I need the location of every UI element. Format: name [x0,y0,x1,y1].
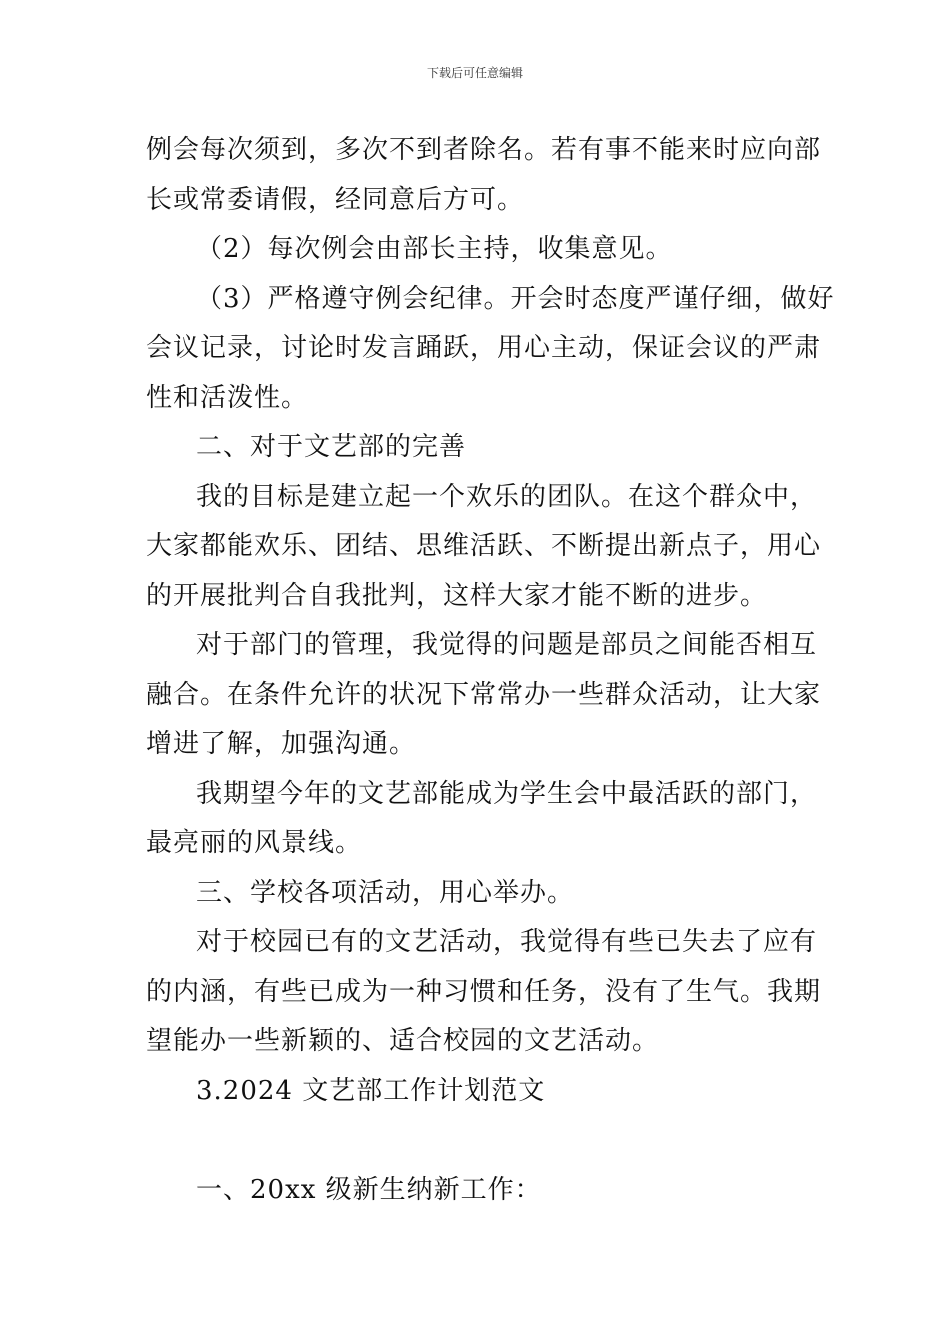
section-heading: 三、学校各项活动，用心举办。 [196,877,575,908]
text-line: （3）严格遵守例会纪律。开会时态度严谨仔细，做好 [196,283,835,314]
text-line: 长或常委请假，经同意后方可。 [146,184,525,215]
page-header: 下载后可任意编辑 [426,66,523,80]
document-title: 3.2024 文艺部工作计划范文 [196,1075,546,1106]
text-line: 会议记录，讨论时发言踊跃，用心主动，保证会议的严肃 [146,333,822,363]
text-line: 望能办一些新颖的、适合校园的文艺活动。 [146,1026,660,1056]
text-line: 增进了解，加强沟通。 [146,729,417,759]
text-line: 我的目标是建立起一个欢乐的团队。在这个群众中， [196,481,818,512]
text-line: 最亮丽的风景线。 [146,828,363,858]
section-heading: 二、对于文艺部的完善 [196,432,467,462]
text-line: 性和活泼性。 [146,382,309,413]
blank-line [146,1116,810,1166]
text-line: 我期望今年的文艺部能成为学生会中最活跃的部门， [196,778,818,809]
document-body [146,126,835,1215]
text-line: 的内涵，有些已成为一种习惯和任务，没有了生气。我期 [146,976,822,1007]
text-line: （2）每次例会由部长主持，收集意见。 [196,234,673,264]
text-line: 对于校园已有的文艺活动，我觉得有些已失去了应有 [196,927,818,957]
text-line: 对于部门的管理，我觉得的问题是部员之间能否相互 [196,630,818,660]
text-line: 大家都能欢乐、团结、思维活跃、不断提出新点子，用心 [146,531,822,561]
text-line: 融合。在条件允许的状况下常常办一些群众活动，让大家 [146,679,822,710]
text-line: 的开展批判合自我批判，这样大家才能不断的进步。 [146,580,768,611]
text-line: 例会每次须到，多次不到者除名。若有事不能来时应向部 [146,135,822,165]
section-heading: 一、20xx 级新生纳新工作： [196,1174,542,1205]
